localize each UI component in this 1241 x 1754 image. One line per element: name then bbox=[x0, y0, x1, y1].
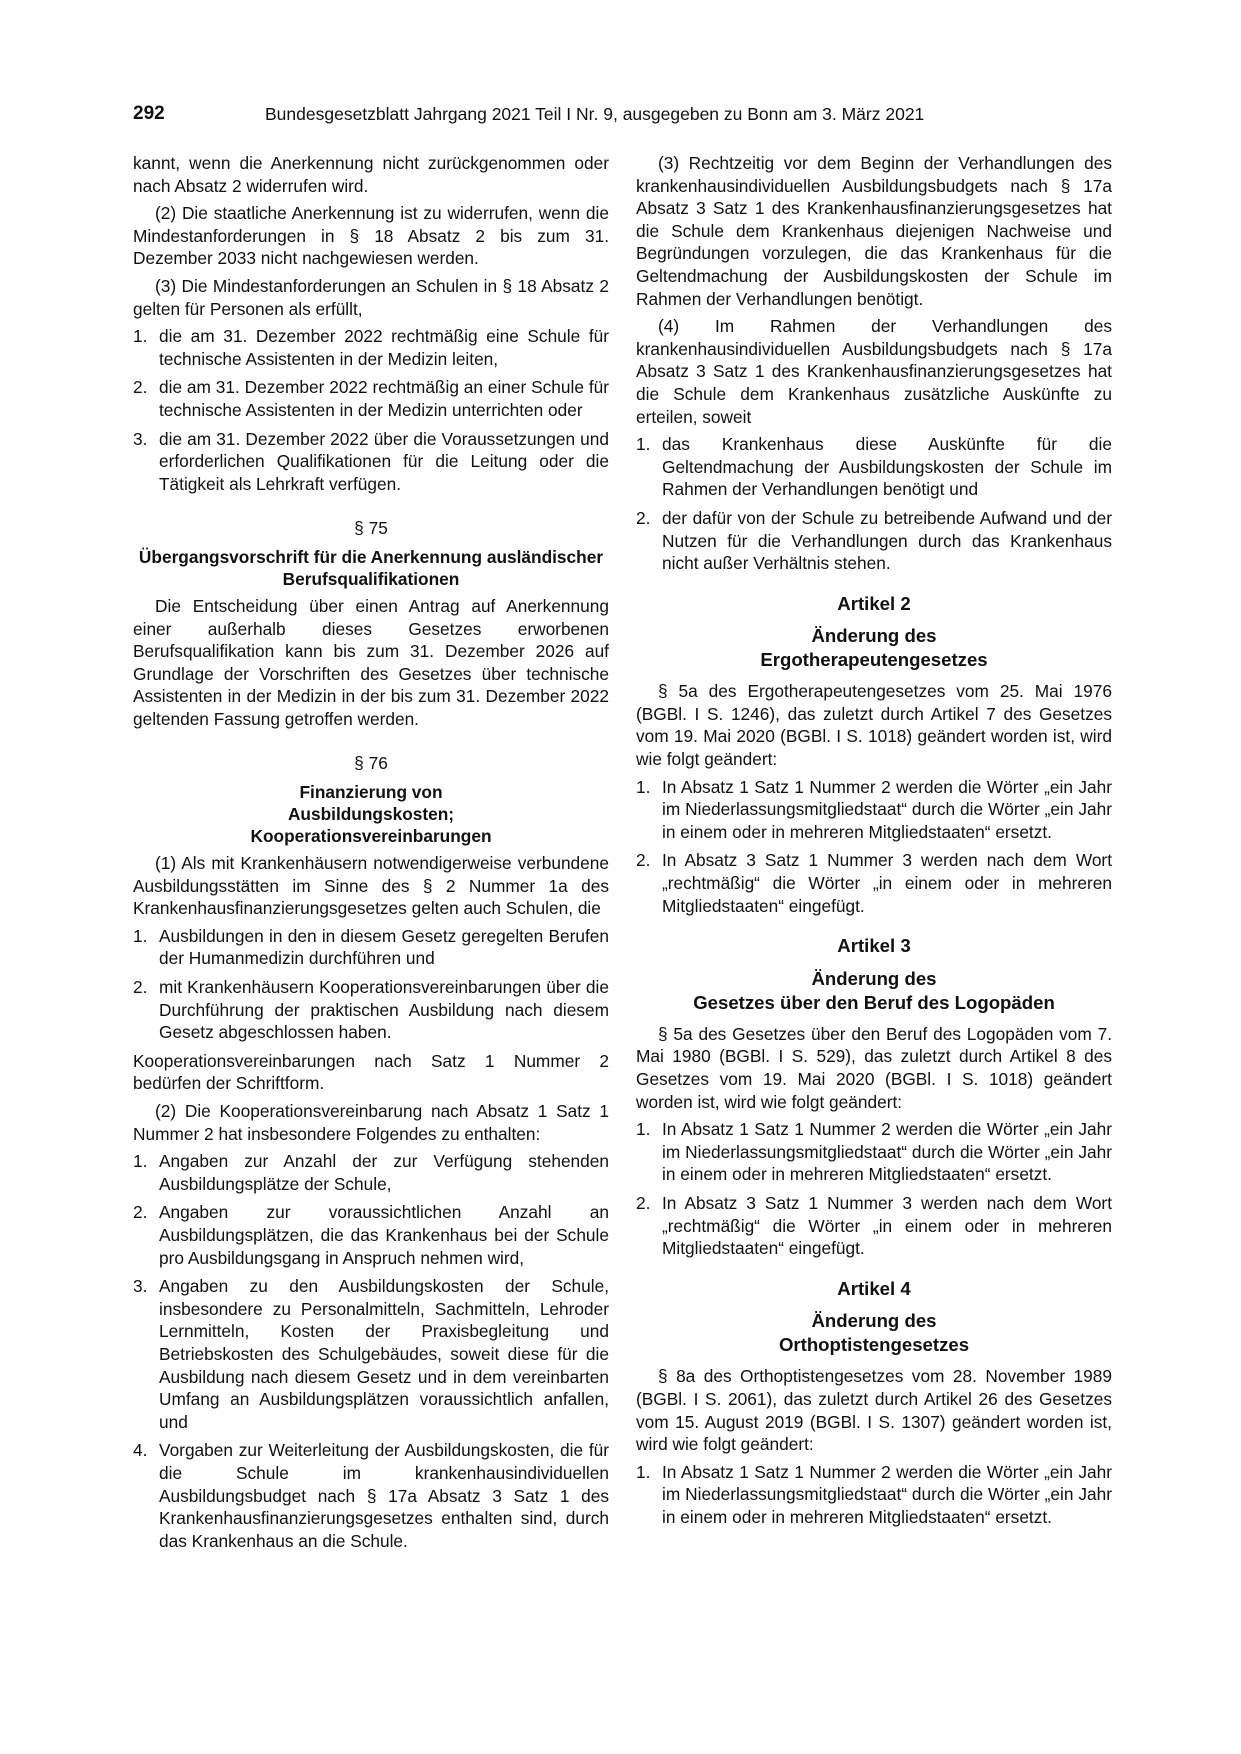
paragraph: (4) Im Rahmen der Verhandlungen des krankenhausindividuellen Ausbildungsbudgets nach § 17a Absatz 3 Satz 1 des Krankenhausfinanzierungsgesetzes hat die Schule dem Krankenhaus zusätzliche Auskünfte zu erteilen, soweit bbox=[636, 316, 1112, 427]
list-text: In Absatz 1 Satz 1 Nummer 2 werden die Wörter „ein Jahr im Niederlassungsmitgliedstaat“ durch die Wörter „ein Jahr in einem oder in mehreren Mitgliedstaaten“ ersetzt. bbox=[662, 1461, 1112, 1527]
heading-line: Finanzierung von bbox=[299, 782, 443, 803]
list-number: 3. bbox=[133, 428, 148, 449]
paragraph: (1) Als mit Krankenhäusern notwendigerweise verbundene Ausbildungsstätten im Sinne des § 2 Nummer 1a des Krankenhausfinanzierungsgesetzes gelten auch Schulen, die bbox=[133, 853, 609, 919]
section-number: § 75 bbox=[354, 518, 388, 539]
list-number: 2. bbox=[636, 1192, 651, 1213]
list-item bbox=[133, 1201, 609, 1269]
heading-line: Orthoptistengesetzes bbox=[778, 1334, 970, 1356]
list-number: 3. bbox=[133, 1276, 148, 1297]
heading-line: Änderung des bbox=[811, 625, 937, 647]
paragraph: § 8a des Orthoptistengesetzes vom 28. November 1989 (BGBl. I S. 2061), das zuletzt durch Artikel 26 des Gesetzes vom 15. August 2019 (BGBl. I S. 1307) geändert worden ist, wird wie folgt geändert: bbox=[636, 1366, 1112, 1455]
heading-line: Ausbildungskosten; bbox=[287, 804, 455, 825]
list-item bbox=[133, 376, 609, 421]
section-heading bbox=[133, 781, 609, 847]
list-number: 1. bbox=[133, 326, 148, 347]
page-header bbox=[133, 101, 1113, 127]
left-column bbox=[133, 152, 609, 1558]
paragraph: (2) Die staatliche Anerkennung ist zu widerrufen, wenn die Mindestanforderungen in § 18 Absatz 2 bis zum 31. Dezember 2033 nicht nachgewiesen werden. bbox=[133, 203, 609, 269]
section-number: § 76 bbox=[354, 753, 388, 774]
list-item bbox=[133, 428, 609, 496]
numbered-list bbox=[133, 925, 609, 1044]
list-item bbox=[636, 1461, 1112, 1529]
list-item bbox=[133, 925, 609, 970]
list-text: Angaben zu den Ausbildungskosten der Schule, insbesondere zu Personalmitteln, Sachmitteln, Lehroder Lernmitteln, Kosten der Praxisbegleitung und Betriebskosten des Schulgebäudes, soweit diese für die Ausbildung nach diesem Gesetz und in dem vereinbarten Umfang an Ausbildungsplätzen voraussichtlich anfallen, und bbox=[159, 1276, 609, 1432]
list-number: 2. bbox=[133, 377, 148, 398]
paragraph: § 5a des Gesetzes über den Beruf des Logopäden vom 7. Mai 1980 (BGBl. I S. 529), das zuletzt durch Artikel 8 des Gesetzes vom 19. Mai 2020 (BGBl. I S. 1018) geändert worden ist, wird wie folgt geändert: bbox=[636, 1023, 1112, 1112]
list-item bbox=[636, 776, 1112, 844]
list-text: die am 31. Dezember 2022 rechtmäßig eine Schule für technische Assistenten in der Medizin leiten, bbox=[159, 326, 609, 369]
list-number: 1. bbox=[133, 1151, 148, 1172]
paragraph: § 5a des Ergotherapeutengesetzes vom 25. Mai 1976 (BGBl. I S. 1246), das zuletzt durch Artikel 7 des Gesetzes vom 19. Mai 2020 (BGBl. I S. 1018) geändert worden ist, wird wie folgt geändert: bbox=[636, 681, 1112, 770]
list-text: In Absatz 3 Satz 1 Nummer 3 werden nach dem Wort „rechtmäßig“ die Wörter „in einem oder in mehreren Mitgliedstaaten“ eingefügt. bbox=[662, 1192, 1112, 1259]
paragraph: (3) Die Mindestanforderungen an Schulen in § 18 Absatz 2 gelten für Personen als erfüllt, bbox=[133, 275, 609, 319]
list-number: 1. bbox=[636, 434, 651, 455]
article-title: Artikel 4 bbox=[837, 1277, 911, 1299]
running-head: Bundesgesetzblatt Jahrgang 2021 Teil I Nr. 9, ausgegeben zu Bonn am 3. März 2021 bbox=[265, 104, 925, 124]
paragraph: Kooperationsvereinbarungen nach Satz 1 Nummer 2 bedürfen der Schriftform. bbox=[133, 1050, 609, 1094]
list-number: 1. bbox=[636, 1461, 651, 1482]
article-title: Artikel 3 bbox=[837, 935, 911, 957]
heading-line: Gesetzes über den Beruf des Logopäden bbox=[693, 991, 1055, 1013]
paragraph: (3) Rechtzeitig vor dem Beginn der Verhandlungen des krankenhausindividuellen Ausbildungsbudgets nach § 17a Absatz 3 Satz 1 des Krankenhausfinanzierungsgesetzes hat die Schule dem Krankenhaus diejenigen Nachweise und Begründungen vorzulegen, die das Krankenhaus für die Geltendmachung der Ausbildungskosten der Schule im Rahmen der Verhandlungen benötigt. bbox=[636, 153, 1112, 309]
list-number: 2. bbox=[133, 1202, 148, 1223]
list-text: Vorgaben zur Weiterleitung der Ausbildungskosten, die für die Schule im krankenhausindividuellen Ausbildungsbudget nach § 17a Absatz 3 Satz 1 des Krankenhausfinanzierungsgesetzes enthalten sind, durch das Krankenhaus an die Schule. bbox=[159, 1440, 609, 1551]
list-number: 1. bbox=[636, 1119, 651, 1140]
list-text: In Absatz 1 Satz 1 Nummer 2 werden die Wörter „ein Jahr im Niederlassungsmitgliedstaat“ durch die Wörter „ein Jahr in einem oder in mehreren Mitgliedstaaten“ ersetzt. bbox=[662, 776, 1112, 842]
heading-line: Änderung des bbox=[811, 1310, 937, 1332]
list-item bbox=[636, 1118, 1112, 1186]
article-subtitle bbox=[636, 1309, 1112, 1357]
right-column bbox=[636, 152, 1112, 1535]
article-subtitle bbox=[636, 624, 1112, 672]
list-item bbox=[133, 1150, 609, 1195]
paragraph: Die Entscheidung über einen Antrag auf Anerkennung einer außerhalb dieses Gesetzes erworbenen Berufsqualifikation kann bis zum 31. Dezember 2026 auf Grundlage der Vorschriften des Gesetzes über technische Assistenten in der Medizin in der bis zum 31. Dezember 2022 geltenden Fassung getroffen werden. bbox=[133, 595, 609, 729]
list-text: Ausbildungen in den in diesem Gesetz geregelten Berufen der Humanmedizin durchführen und bbox=[159, 925, 609, 969]
paragraph: kannt, wenn die Anerkennung nicht zurückgenommen oder nach Absatz 2 widerrufen wird. bbox=[133, 153, 609, 196]
numbered-list bbox=[133, 325, 609, 495]
list-text: Angaben zur Anzahl der zur Verfügung stehenden Ausbildungsplätze der Schule, bbox=[159, 1151, 609, 1194]
list-text: In Absatz 3 Satz 1 Nummer 3 werden nach dem Wort „rechtmäßig“ die Wörter „in einem oder in mehreren Mitgliedstaaten“ eingefügt. bbox=[662, 850, 1112, 916]
list-item bbox=[636, 433, 1112, 501]
numbered-list bbox=[636, 433, 1112, 575]
list-text: die am 31. Dezember 2022 rechtmäßig an einer Schule für technische Assistenten in der Medizin unterrichten oder bbox=[159, 377, 609, 420]
list-item bbox=[133, 976, 609, 1044]
list-item bbox=[133, 1275, 609, 1433]
list-number: 2. bbox=[133, 977, 148, 998]
list-item bbox=[133, 1439, 609, 1552]
list-number: 1. bbox=[636, 776, 651, 797]
article-subtitle bbox=[636, 967, 1112, 1015]
numbered-list bbox=[133, 1150, 609, 1552]
list-item bbox=[636, 507, 1112, 575]
list-number: 2. bbox=[636, 850, 651, 871]
list-text: das Krankenhaus diese Auskünfte für die Geltendmachung der Ausbildungskosten der Schule im Rahmen der Verhandlungen benötigt und bbox=[662, 434, 1112, 500]
list-number: 2. bbox=[636, 507, 651, 528]
list-item bbox=[636, 1192, 1112, 1260]
numbered-list bbox=[636, 1461, 1112, 1529]
list-text: In Absatz 1 Satz 1 Nummer 2 werden die Wörter „ein Jahr im Niederlassungsmitgliedstaat“ durch die Wörter „ein Jahr in einem oder in mehreren Mitgliedstaaten“ ersetzt. bbox=[662, 1119, 1112, 1185]
paragraph: (2) Die Kooperationsvereinbarung nach Absatz 1 Satz 1 Nummer 2 hat insbesondere Folgendes zu enthalten: bbox=[133, 1101, 609, 1144]
heading-line: Ergotherapeutengesetzes bbox=[760, 649, 988, 671]
numbered-list bbox=[636, 1118, 1112, 1260]
section-heading: Übergangsvorschrift für die Anerkennung ausländischer Berufsqualifikationen bbox=[138, 546, 604, 589]
list-text: die am 31. Dezember 2022 über die Voraussetzungen und erforderlichen Qualifikationen für die Leitung oder die Tätigkeit als Lehrkraft verfügen. bbox=[159, 428, 609, 494]
list-text: der dafür von der Schule zu betreibende Aufwand und der Nutzen für die Verhandlungen durch das Krankenhaus nicht außer Verhältnis stehen. bbox=[662, 507, 1112, 574]
list-text: mit Krankenhäusern Kooperationsvereinbarungen über die Durchführung der praktischen Ausbildung nach diesem Gesetz abgeschlossen haben. bbox=[159, 977, 609, 1043]
heading-line: Kooperationsvereinbarungen bbox=[250, 826, 492, 847]
numbered-list bbox=[636, 776, 1112, 918]
heading-line: Änderung des bbox=[811, 967, 937, 989]
list-text: Angaben zur voraussichtlichen Anzahl an Ausbildungsplätzen, die das Krankenhaus bei der Schule pro Ausbildungsgang in Anspruch nehmen wird, bbox=[159, 1202, 609, 1268]
list-number: 4. bbox=[133, 1440, 148, 1461]
list-item bbox=[636, 849, 1112, 917]
page-number: 292 bbox=[133, 103, 165, 124]
list-number: 1. bbox=[133, 925, 148, 946]
article-title: Artikel 2 bbox=[837, 592, 911, 614]
list-item bbox=[133, 325, 609, 370]
